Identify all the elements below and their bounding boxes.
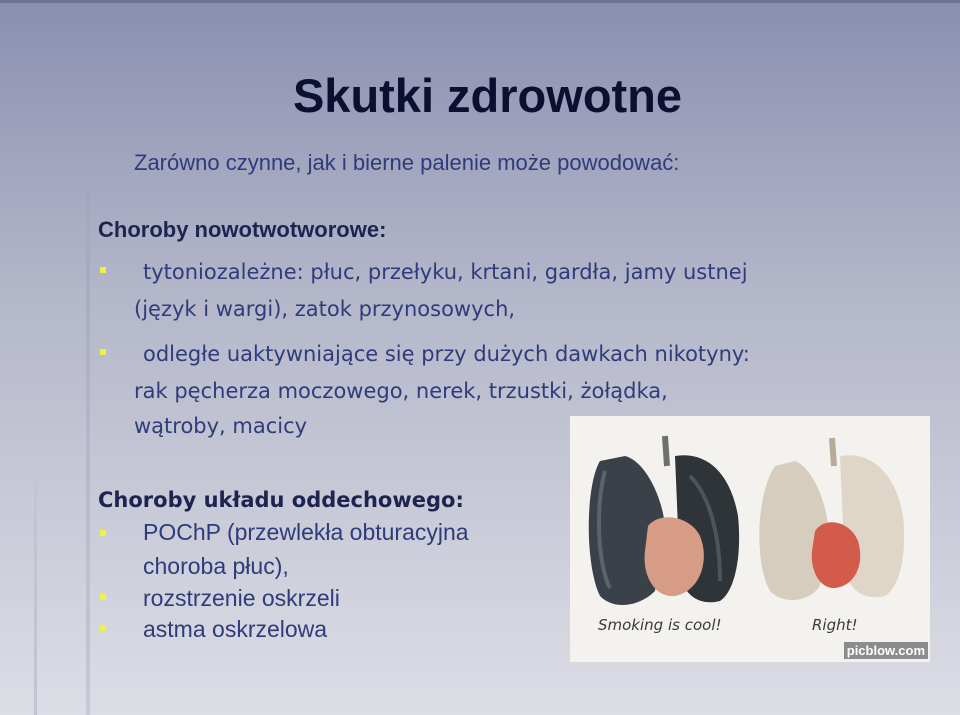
watermark-logo: picblow.com [844, 642, 928, 659]
decorative-rule [86, 190, 90, 715]
smoker-lungs-graphic [589, 436, 739, 605]
bullet-icon [100, 594, 106, 600]
bullet-text-continuation: rak pęcherza moczowego, nerek, trzustki, żołądka, [134, 379, 668, 403]
bullet-text: odległe uaktywniające się przy dużych dawkach nikotyny: [143, 342, 750, 366]
bullet-icon [100, 530, 106, 536]
top-border [0, 0, 960, 3]
section-heading-cancer: Choroby nowotwotworowe: [98, 217, 387, 242]
bullet-text: POChP (przewlekła obturacyjna [143, 519, 469, 545]
decorative-rule-secondary [34, 480, 37, 715]
bullet-text-continuation: choroba płuc), [143, 553, 289, 579]
bullet-icon [100, 349, 106, 355]
caption-smoking: Smoking is cool! [598, 616, 722, 634]
bullet-icon [100, 267, 106, 273]
slide-title: Skutki zdrowotne [292, 69, 683, 122]
bullet-text-continuation: (język i wargi), zatok przynosowych, [134, 297, 516, 321]
lungs-comparison-photo [570, 416, 930, 662]
slide-subtitle: Zarówno czynne, jak i bierne palenie może powodować: [134, 150, 680, 175]
bullet-text: astma oskrzelowa [143, 616, 328, 642]
caption-right: Right! [812, 616, 858, 634]
bullet-text: rozstrzenie oskrzeli [143, 585, 340, 611]
healthy-lungs-graphic [759, 438, 904, 600]
bullet-icon [100, 625, 106, 631]
bullet-text: tytoniozależne: płuc, przełyku, krtani, gardła, jamy ustnej [143, 260, 748, 284]
section-heading-respiratory: Choroby układu oddechowego: [98, 488, 464, 512]
bullet-text-continuation: wątroby, macicy [134, 414, 308, 438]
